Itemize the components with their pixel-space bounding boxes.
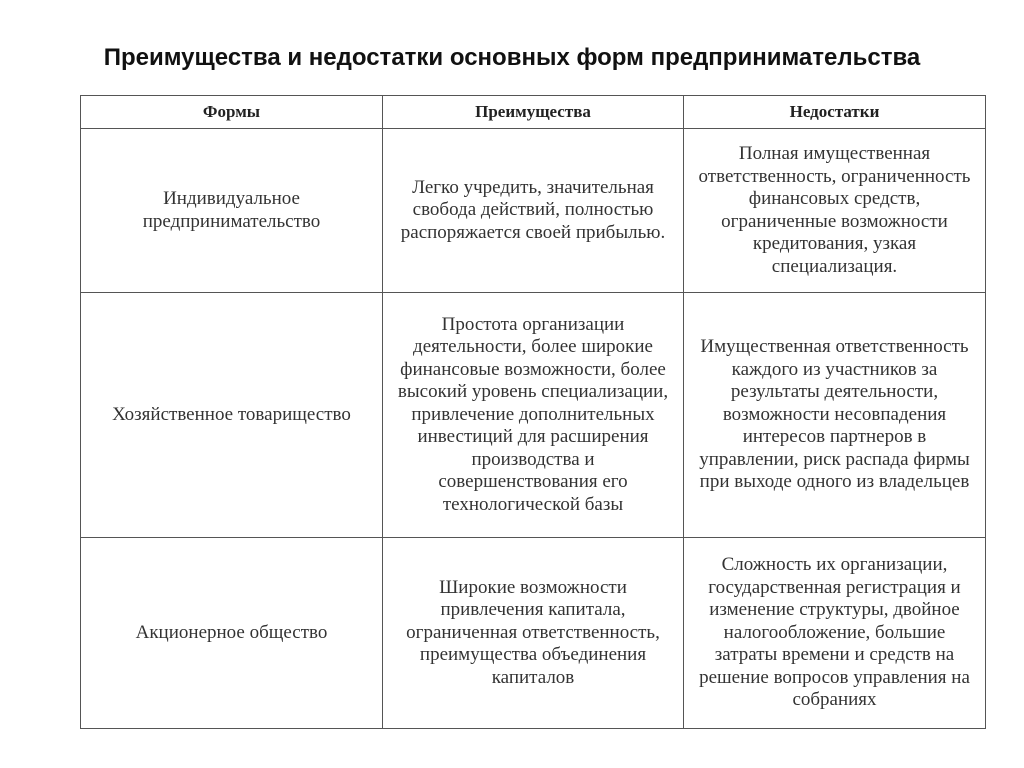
cell-line: Простота организации xyxy=(441,313,625,335)
cell-advantages xyxy=(383,129,684,293)
header-advantages: Преимущества xyxy=(383,96,684,129)
cell-line: интересов партнеров в xyxy=(742,426,927,448)
cell-line: высокий уровень специализации, xyxy=(397,381,669,403)
cell-line: технологической базы xyxy=(442,493,624,515)
slide-title: Преимущества и недостатки основных форм предпринимательства xyxy=(103,44,921,71)
cell-line: производства и xyxy=(471,448,595,470)
cell-line: привлечения капитала, xyxy=(440,599,626,621)
cell-form xyxy=(81,538,383,729)
header-disadvantages: Недостатки xyxy=(684,96,986,129)
table-row xyxy=(81,293,986,538)
header-row xyxy=(81,96,986,129)
cell-line: Полная имущественная xyxy=(738,143,931,164)
cell-form xyxy=(81,129,383,293)
header-forms: Формы xyxy=(81,96,383,129)
cell-line: Легко учредить, значительная xyxy=(412,176,654,198)
cell-line: каждого из участников за xyxy=(731,358,938,380)
cell-line: результаты деятельности, xyxy=(730,381,939,403)
cell-line: привлечение дополнительных xyxy=(411,403,655,425)
cell-line: ответственность, ограниченность xyxy=(698,165,971,187)
cell-line: финансовые возможности, более xyxy=(400,358,666,380)
cell-line: распоряжается своей прибылью. xyxy=(400,221,666,243)
cell-line: Имущественная ответственность xyxy=(700,336,969,358)
cell-line: Широкие возможности xyxy=(439,576,627,598)
cell-line: совершенствования его xyxy=(438,471,628,493)
comparison-table xyxy=(80,95,986,729)
cell-line: Сложность их организации, xyxy=(721,554,948,576)
cell-line: капиталов xyxy=(491,666,575,688)
cell-line: специализация. xyxy=(771,255,898,277)
cell-line: преимущества объединения xyxy=(419,644,647,666)
cell-disadvantages xyxy=(684,538,986,729)
cell-line: решение вопросов управления на xyxy=(699,666,970,688)
cell-line: собраниях xyxy=(792,689,877,711)
cell-line: Акционерное общество xyxy=(135,621,328,643)
cell-line: свобода действий, полностью xyxy=(412,199,654,221)
cell-form xyxy=(81,293,383,538)
cell-line: Хозяйственное товарищество xyxy=(112,403,351,425)
cell-line: изменение структуры, двойное xyxy=(709,599,960,621)
table-row xyxy=(81,538,986,729)
cell-line: налогообложение, большие xyxy=(723,621,946,643)
cell-line: возможности несовпадения xyxy=(722,403,947,425)
cell-line: инвестиций для расширения xyxy=(417,426,649,448)
cell-advantages xyxy=(383,293,684,538)
cell-line: финансовых средств, xyxy=(748,188,921,209)
cell-disadvantages xyxy=(684,293,986,538)
cell-line: управлении, риск распада фирмы xyxy=(699,448,970,470)
cell-line: ограниченная ответственность, xyxy=(406,621,660,643)
cell-line: при выходе одного из владельцев xyxy=(699,471,970,493)
cell-advantages xyxy=(383,538,684,729)
cell-line: деятельности, более широкие xyxy=(413,336,653,358)
cell-line: предпринимательство xyxy=(142,210,321,232)
cell-line: государственная регистрация и xyxy=(708,576,961,598)
cell-line: ограниченные возможности xyxy=(721,210,948,232)
cell-line: кредитования, узкая xyxy=(752,233,917,254)
table-row xyxy=(81,129,986,293)
cell-disadvantages xyxy=(684,129,986,293)
cell-line: Индивидуальное xyxy=(163,188,300,209)
cell-line: затраты времени и средств на xyxy=(714,644,955,666)
